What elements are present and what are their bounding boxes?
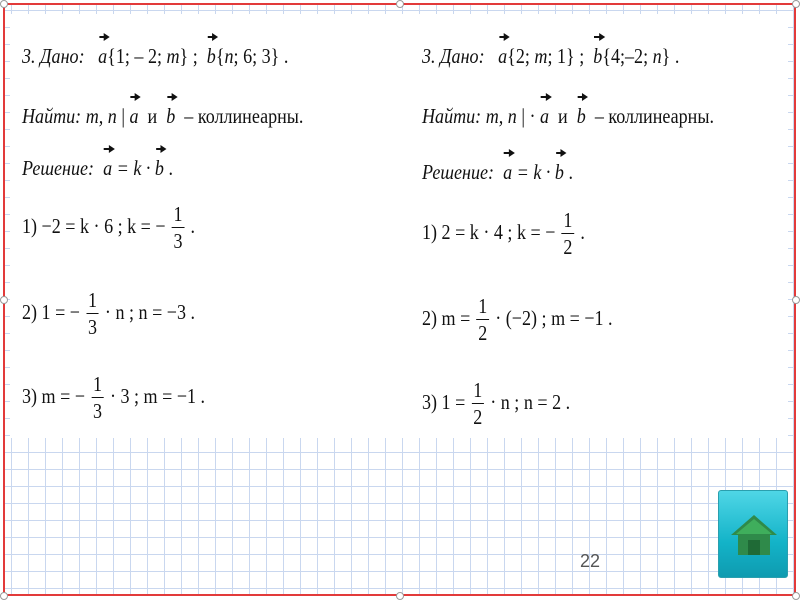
solution-label: Решение: xyxy=(422,160,495,184)
home-icon xyxy=(729,513,779,557)
step-2 xyxy=(422,296,613,344)
vector-b-given: b{4;–2; n} xyxy=(593,44,671,68)
step-2-text: 2) m = xyxy=(422,305,471,330)
step-1-text: 1) −2 = k · 6 ; k = − xyxy=(22,213,166,238)
solution-label: Решение: xyxy=(22,156,95,180)
fraction-num: 1 xyxy=(473,378,483,402)
solution-relation: = k · xyxy=(116,156,151,180)
solution-line: Решение: a = k · b . xyxy=(22,156,173,180)
fraction xyxy=(472,380,484,428)
solution-line: Решение: a = k · b . xyxy=(422,160,573,184)
find-line: Найти: m, n | · a и b – коллинеарны. xyxy=(422,104,714,128)
find-vars: m, n xyxy=(485,104,517,128)
selection-handle[interactable] xyxy=(792,0,800,8)
step-1-text: 1) 2 = k · 4 ; k = − xyxy=(422,219,556,244)
given-line: 3. Дано: a{1; – 2; m} ; b{n; 6; 3} . xyxy=(22,44,289,68)
given-label: 3. Дано: xyxy=(422,44,485,68)
step-2-result: · n ; n = −3 . xyxy=(104,299,196,324)
vector-a-given: a{2; m; 1} xyxy=(498,44,575,68)
fraction-den: 2 xyxy=(473,405,483,429)
find-label: Найти: xyxy=(22,104,82,128)
find-and: и xyxy=(558,104,568,128)
fraction xyxy=(91,374,103,422)
selection-handle[interactable] xyxy=(0,296,8,304)
find-line: Найти: m, n | a и b – коллинеарны. xyxy=(22,104,304,128)
fraction-num: 1 xyxy=(87,288,97,312)
selection-handle[interactable] xyxy=(396,0,404,8)
fraction-num: 1 xyxy=(92,372,102,396)
step-3-result: · n ; n = 2 . xyxy=(490,389,571,414)
page-number: 22 xyxy=(580,551,601,571)
find-and: и xyxy=(147,104,158,128)
fraction-den: 2 xyxy=(478,321,488,345)
fraction xyxy=(172,204,184,252)
given-label: 3. Дано: xyxy=(22,44,85,68)
selection-handle[interactable] xyxy=(0,0,8,8)
fraction xyxy=(86,290,98,338)
find-label: Найти: xyxy=(422,104,482,128)
left-problem xyxy=(22,14,402,438)
step-3-text: 3) 1 = xyxy=(422,389,466,414)
step-1: 1) −2 = k · 6 ; k = − $\frac{1}{3}$ . xyxy=(22,202,196,253)
step-2 xyxy=(22,290,195,338)
find-vars: m, n xyxy=(85,104,117,128)
home-button[interactable] xyxy=(718,490,788,578)
step-1: 1) 2 = k · 4 ; k = − $\frac{1}{2}$ . xyxy=(422,208,585,259)
fraction-num: 1 xyxy=(478,294,488,318)
selection-handle[interactable] xyxy=(0,592,8,600)
solution-relation: = k · xyxy=(516,160,551,184)
fraction xyxy=(562,210,574,258)
vector-a-given: a{1; – 2; m} xyxy=(98,44,189,68)
given-line: 3. Дано: a{2; m; 1} ; b{4;–2; n} . xyxy=(422,44,680,68)
solution-card xyxy=(10,14,788,438)
step-3-result: · 3 ; m = −1 . xyxy=(109,383,206,408)
fraction-num: 1 xyxy=(563,208,573,232)
right-problem xyxy=(422,14,800,438)
fraction-num: 1 xyxy=(173,202,183,226)
fraction xyxy=(477,296,489,344)
fraction-den: 3 xyxy=(87,315,97,339)
vector-b-given: b{n; 6; 3} xyxy=(206,44,280,68)
step-3 xyxy=(22,374,205,422)
fraction-den: 3 xyxy=(173,229,183,253)
selection-handle[interactable] xyxy=(396,592,404,600)
step-2-text: 2) 1 = − xyxy=(22,299,80,324)
fraction-den: 2 xyxy=(563,235,573,259)
find-tail: – коллинеарны. xyxy=(184,104,304,128)
fraction-den: 3 xyxy=(92,399,102,423)
step-3 xyxy=(422,380,570,428)
step-2-result: · (−2) ; m = −1 . xyxy=(495,305,613,330)
step-3-text: 3) m = − xyxy=(22,383,86,408)
find-tail: – коллинеарны. xyxy=(594,104,714,128)
selection-handle[interactable] xyxy=(792,592,800,600)
